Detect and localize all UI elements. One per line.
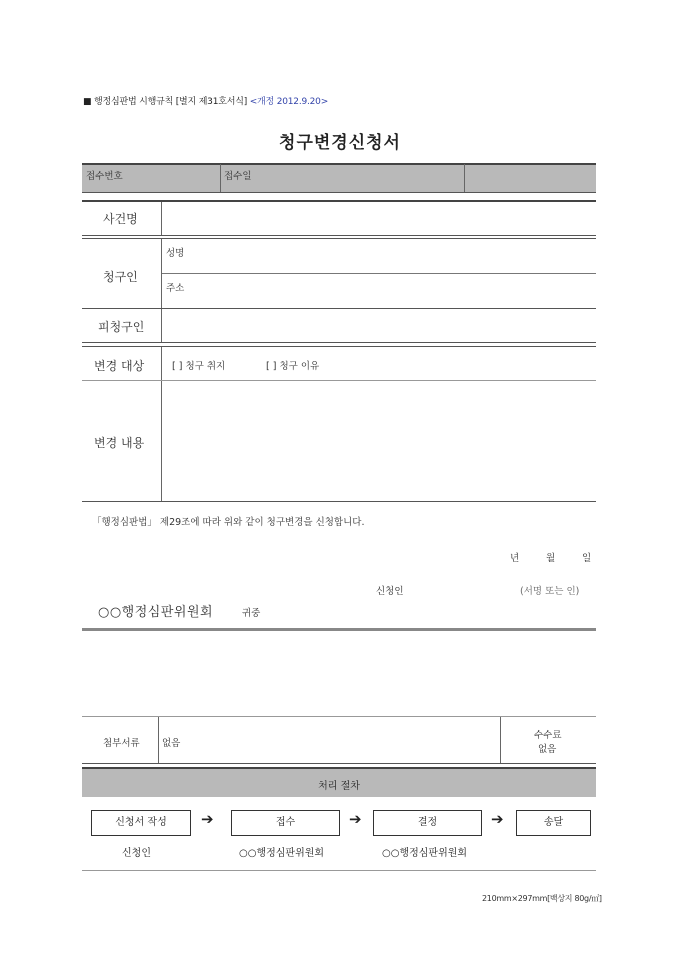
respondent-field[interactable] — [163, 310, 595, 342]
attachment-divider-1 — [158, 717, 159, 763]
arrow-right-icon: ➔ — [201, 810, 214, 828]
form-reference — [83, 94, 328, 107]
step-decision: 결정 — [373, 810, 482, 836]
attachment-divider-2 — [500, 717, 501, 763]
claimant-bottom-border — [82, 308, 596, 309]
attachment-label: 첨부서류 — [103, 738, 140, 749]
paper-spec: 210mm×297mm[백상지 80g/㎡] — [482, 894, 602, 903]
receipt-number-label: 접수번호 — [86, 171, 123, 182]
receipt-row — [82, 163, 596, 192]
date-month: 월 — [546, 553, 556, 564]
procedure-bottom-border — [82, 870, 596, 871]
case-divider — [161, 202, 162, 235]
declaration-bottom-border — [82, 628, 596, 631]
change-content-bottom-border — [82, 501, 596, 502]
declaration-text: 「행정심판법」 제29조에 따라 위와 같이 청구변경을 신청합니다. — [92, 517, 365, 528]
case-name-label: 사건명 — [103, 212, 138, 226]
step-actor-committee: ○○행정심판위원회 — [382, 848, 468, 859]
applicant-label: 신청인 — [376, 586, 404, 597]
signature-label: (서명 또는 인) — [520, 586, 580, 597]
page-title: 청구변경신청서 — [279, 133, 401, 153]
procedure-top-border — [82, 767, 596, 769]
step-receipt: 접수 — [231, 810, 340, 836]
revision-date: <개정 2012.9.20> — [249, 97, 329, 107]
respondent-bottom-border — [82, 342, 596, 343]
recipient-committee: ○○행정심판위원회 — [98, 605, 214, 620]
attachment-value: 없음 — [162, 738, 181, 749]
arrow-right-icon: ➔ — [349, 810, 362, 828]
change-content-label: 변경 내용 — [94, 436, 145, 450]
recipient-suffix: 귀중 — [242, 608, 261, 619]
date-day: 일 — [582, 553, 592, 564]
option-claim-reason[interactable]: [ ] 청구 이유 — [266, 361, 320, 372]
receipt-divider-2 — [464, 164, 465, 192]
receipt-divider-1 — [220, 164, 221, 192]
option-claim-purpose[interactable]: [ ] 청구 취지 — [172, 361, 226, 372]
change-target-label: 변경 대상 — [94, 359, 145, 373]
change-target-bottom-border — [82, 380, 596, 381]
step-actor-committee: ○○행정심판위원회 — [239, 848, 325, 859]
case-bottom-border — [82, 235, 596, 236]
step-write-application: 신청서 작성 — [91, 810, 191, 836]
claimant-address-label: 주소 — [166, 283, 185, 294]
case-name-field[interactable] — [163, 202, 595, 235]
claimant-inner-border — [162, 273, 596, 274]
procedure-title: 처리 절차 — [318, 781, 360, 792]
step-actor-applicant: 신청인 — [122, 848, 151, 859]
form-reference-text: ■ 행정심판법 시행규칙 [별지 제31호서식] — [83, 97, 248, 107]
change-divider — [161, 347, 162, 501]
change-content-field[interactable] — [163, 382, 595, 500]
date-year: 년 — [510, 553, 520, 564]
attachment-top-border — [82, 716, 596, 717]
receipt-top-border — [82, 163, 596, 165]
claimant-name-field[interactable] — [200, 240, 595, 273]
change-top-border — [82, 346, 596, 347]
arrow-right-icon: ➔ — [491, 810, 504, 828]
respondent-divider — [161, 309, 162, 342]
claimant-name-label: 성명 — [166, 248, 185, 259]
step-delivery: 송달 — [516, 810, 591, 836]
fee-value: 없음 — [538, 744, 557, 755]
claimant-label: 청구인 — [103, 270, 138, 284]
receipt-bottom-border — [82, 192, 596, 193]
attachment-bottom-border — [82, 763, 596, 764]
fee-label: 수수료 — [534, 730, 562, 741]
receipt-date-label: 접수일 — [224, 171, 252, 182]
claimant-top-border — [82, 238, 596, 239]
respondent-label: 피청구인 — [98, 320, 145, 334]
claimant-address-field[interactable] — [200, 275, 595, 307]
